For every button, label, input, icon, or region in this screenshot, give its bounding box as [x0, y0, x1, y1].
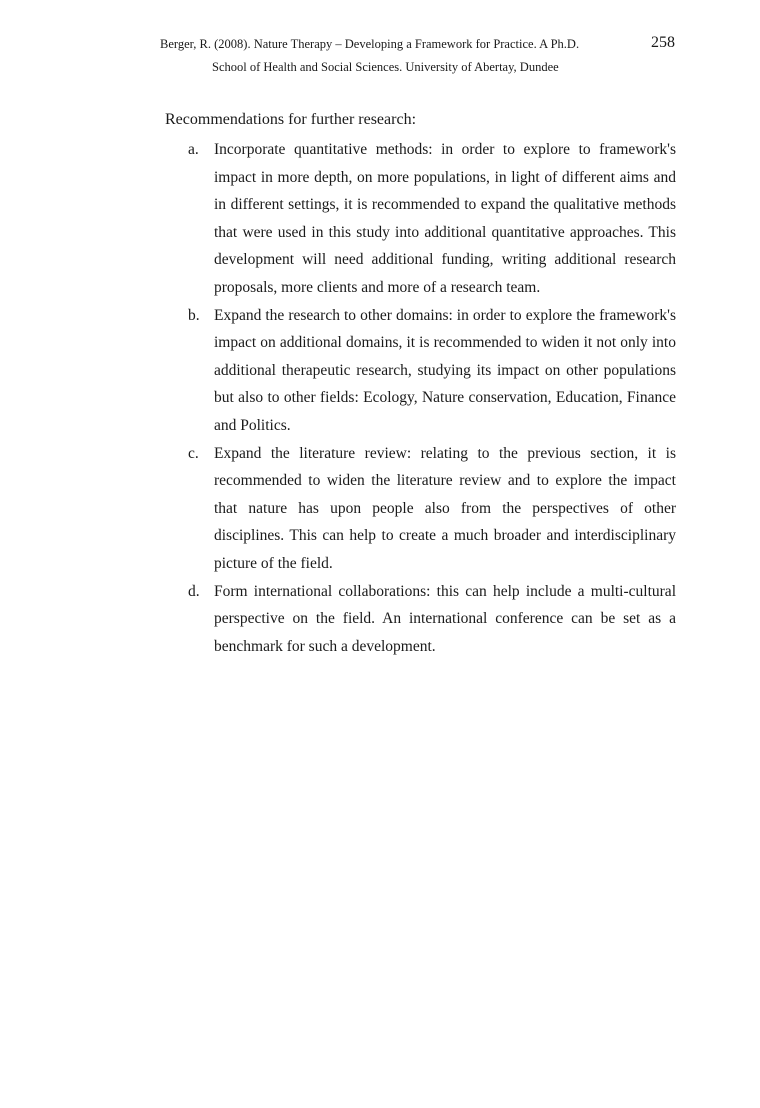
- recommendation-text: Expand the literature review: relating to the previous section, it is recommended to widen the literature review and to explore the impact that nature has upon people also from the perspectives of other disciplines. This can help to create a much broader and interdisciplinary picture of the field.: [214, 444, 676, 572]
- page-number: 258: [651, 34, 675, 51]
- recommendation-item-b: [188, 302, 676, 440]
- list-marker: d.: [188, 582, 200, 600]
- recommendation-text: Incorporate quantitative methods: in order to explore to framework's impact in more depth, on more populations, in light of different aims and in different settings, it is recommended to expand the qualitative methods that were used in this study into additional quantitative approaches. This development will need additional funding, writing additional research proposals, more clients and more of a research team.: [214, 141, 676, 296]
- recommendation-item-c: [188, 440, 676, 578]
- recommendation-item-d: [188, 578, 676, 661]
- header-institution: School of Health and Social Sciences. University of Abertay, Dundee: [212, 60, 559, 74]
- recommendations-list: [188, 136, 676, 660]
- list-marker: c.: [188, 444, 199, 462]
- recommendation-item-a: [188, 136, 676, 302]
- list-marker: b.: [188, 306, 200, 324]
- recommendation-text: Expand the research to other domains: in order to explore the framework's impact on additional domains, it is recommended to widen it not only into additional therapeutic research, studying its impact on other populations but also to other fields: Ecology, Nature conservation, Education, Finance and Politics.: [214, 306, 676, 434]
- header-citation: Berger, R. (2008). Nature Therapy – Developing a Framework for Practice. A Ph.D.: [160, 37, 580, 51]
- recommendation-text: Form international collaborations: this can help include a multi-cultural perspective on the field. An international conference can be set as a benchmark for such a development.: [214, 582, 676, 655]
- list-marker: a.: [188, 141, 199, 158]
- section-heading: Recommendations for further research:: [165, 111, 417, 128]
